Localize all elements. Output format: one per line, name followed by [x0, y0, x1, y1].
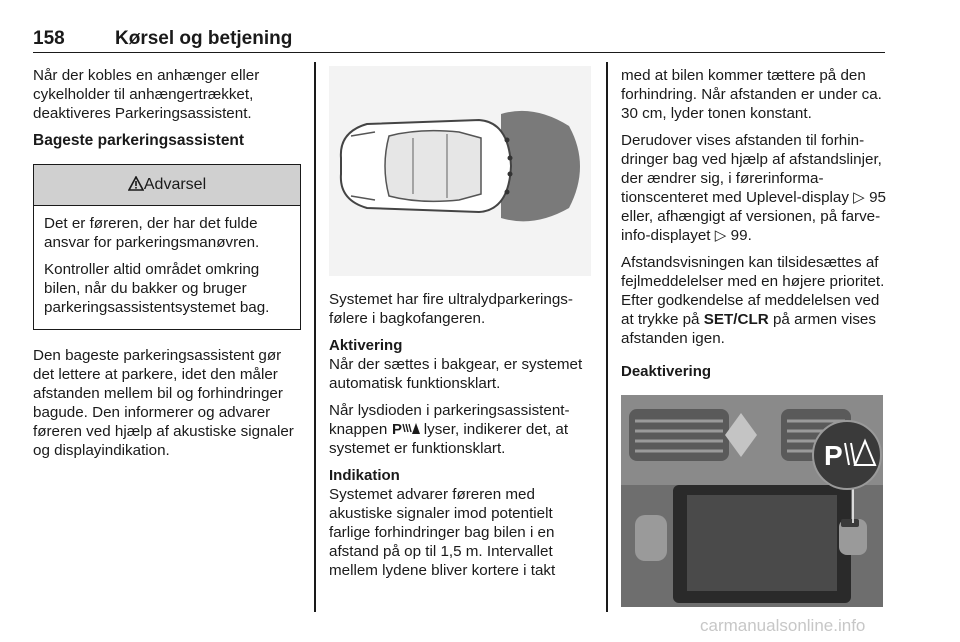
description-paragraph: Den bageste parkeringsassistent gør det lettere at parkere, idet den måler afstanden mellem bil og forhindringer bagude. Den informerer og advarer føreren ved hjælp af akustiske signaler og displayindikation.	[33, 347, 294, 459]
column-divider	[314, 62, 316, 612]
display-paragraph: Derudover vises afstanden til forhindringer bag ved hjælp af afstandslinjer, der ændrer sig, i førerinformationscenteret med Uplevel-display ▷ 95 eller, afhængigt af versionen, på farve-info-displayet ▷ 99.	[621, 132, 886, 244]
deactivation-heading: Deaktivering	[621, 363, 712, 380]
column-right	[621, 66, 889, 607]
page-number: 158	[33, 28, 65, 49]
override-text-a: Afstandsvisningen kan tilsidesættes af fejlmeddelelser med en højere prioritet. Efter godkendelse af meddelelsen ved at trykke på	[621, 254, 885, 328]
rear-park-assist-heading: Bageste parkeringsassistent	[33, 132, 245, 149]
override-paragraph	[621, 253, 889, 348]
page-header	[33, 28, 885, 53]
warning-text-2: Kontroller altid området omkring bilen, når du bakker og bruger parkeringsassistentsystemet bag.	[44, 261, 270, 316]
svg-text:P: P	[391, 421, 402, 436]
indication-heading: Indikation	[329, 467, 400, 484]
column-middle	[329, 66, 597, 588]
warning-triangle-icon	[128, 176, 144, 191]
warning-header	[34, 165, 300, 206]
page-ref-arrow-icon: ▷	[853, 189, 865, 206]
activation-heading: Aktivering	[329, 337, 403, 354]
led-text-pre: Når lysdioden i parkeringsassistentknappen	[329, 402, 570, 438]
sensor-caption: Systemet har fire ultralydparkeringsfølere i bagkofangeren.	[329, 291, 573, 327]
page-ref-2: 99	[730, 227, 748, 244]
set-clr-key: SET/CLR	[703, 311, 769, 328]
warning-text-1: Det er føreren, der har det fulde ansvar for parkeringsmanøvren.	[44, 215, 260, 251]
warning-body	[34, 206, 300, 329]
display-text-b: eller, afhængigt af versionen, på farve-info-displayet	[621, 208, 881, 244]
column-divider	[606, 62, 608, 612]
intro-paragraph: Når der kobles en anhænger eller cykelholder til anhængertrækket, deaktiveres Parkeringsassistent.	[33, 67, 260, 122]
indication-text: Systemet advarer føreren med akustiske signaler imod potentielt farlige forhindringer bag bilen i en afstand på op til 1,5 m. Intervallet mellem lydene bliver kortere i takt	[329, 486, 556, 579]
distance-text: med at bilen kommer tættere på den forhindring. Når afstanden er under ca. 30 cm, lyder tonen konstant.	[621, 67, 882, 122]
car-sensor-figure	[329, 66, 591, 276]
svg-text:P: P	[824, 440, 843, 471]
display-text-a: Derudover vises afstanden til forhindringer bag ved hjælp af afstandslinjer, der ændrer sig, i førerinformationscenteret med Uplevel-display	[621, 132, 882, 206]
page-ref-arrow-icon: ▷	[714, 227, 727, 244]
activation-text: Når der sættes i bakgear, er systemet automatisk funktionsklart.	[329, 356, 583, 392]
warning-title: Advarsel	[143, 176, 207, 193]
override-text-b: på armen vises afstanden igen.	[621, 311, 876, 347]
car-top-view-illustration	[329, 66, 591, 276]
park-assist-button-icon	[392, 420, 420, 436]
section-title: Kørsel og betjening	[115, 28, 293, 49]
dashboard-illustration	[621, 395, 883, 607]
page-ref-1: 95	[869, 189, 886, 206]
dashboard-figure	[621, 395, 883, 607]
led-text-post: lyser, indikerer det, at systemet er funktionsklart.	[329, 421, 569, 457]
warning-box	[33, 164, 301, 330]
watermark: carmanualsonline.info	[700, 616, 866, 635]
led-paragraph	[329, 401, 597, 458]
column-left	[33, 66, 301, 468]
